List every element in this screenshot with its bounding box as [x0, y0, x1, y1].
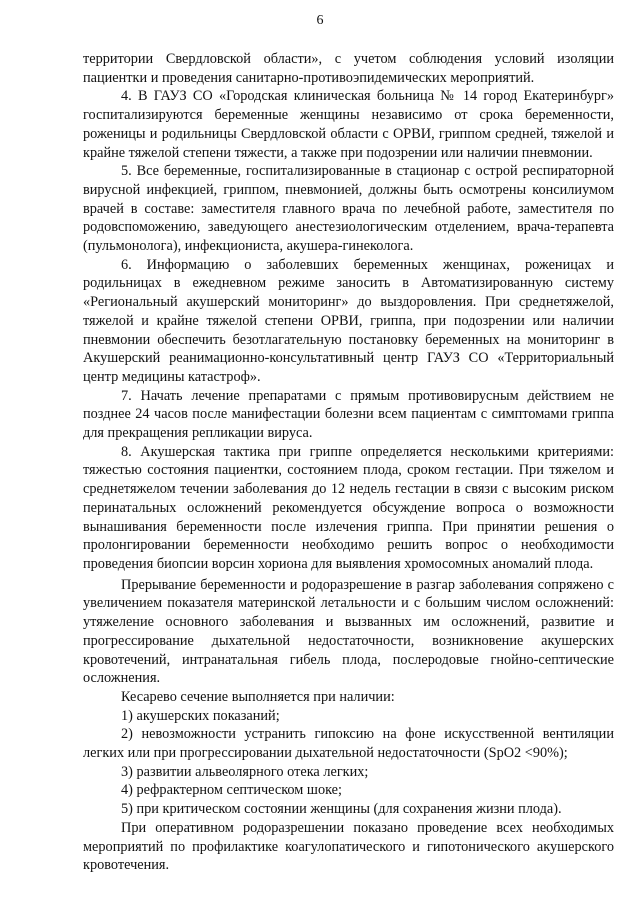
paragraph-cesarean-intro: Кесарево сечение выполняется при наличии:: [121, 688, 395, 705]
list-item-2: 2) невозможности устранить гипоксию на фоне искусственной вентиляции легких или при прогрессировании дыхательной недостаточности (SpO2 <90%);: [83, 726, 614, 762]
list-item-5: 5) при критическом состоянии женщины (для сохранения жизни плода).: [121, 801, 562, 818]
paragraph-item-6: 6. Информацию о заболевших беременных женщинах, роженицах и родильницах в ежедневном режиме заносить в Автоматизированную систему «Региональный акушерский мониторинг» до выздоровления. При среднетяжелой, тяжелой и крайне тяжелой степени ОРВИ, гриппа, при подозрении или наличии пневмонии обеспечить безотлагательную постановку беременных на мониторинг в Акушерский реанимационно-консультативный центр ГАУЗ СО «Территориальный центр медицины катастроф».: [83, 256, 614, 385]
paragraph-continuation: территории Свердловской области», с учетом соблюдения условий изоляции пациентки и проведения санитарно-противоэпидемических мероприятий.: [83, 51, 614, 86]
list-item-4: 4) рефрактерном септическом шоке;: [121, 782, 342, 799]
list-item-3: 3) развитии альвеолярного отека легких;: [121, 763, 369, 780]
list-item-1: 1) акушерских показаний;: [121, 707, 280, 724]
paragraph-item-8: 8. Акушерская тактика при гриппе определяется несколькими критериями: тяжестью состояния пациентки, состоянием плода, сроком гестации. При тяжелом и среднетяжелом течении заболевания до 12 недель гестации в связи с высоким риском перинатальных осложнений рекомендуется обсуждение вопроса о возможности вынашивания беременности после излечения гриппа. При принятии решения о пролонгировании беременности необходимо решить вопрос о необходимости проведения биопсии ворсин хориона для выявления хромосомных аномалий плода.: [83, 443, 614, 572]
page-number: 6: [316, 13, 324, 28]
paragraph-item-4: 4. В ГАУЗ СО «Городская клиническая больница № 14 город Екатеринбург» госпитализируются беременные женщины независимо от срока беременности, роженицы и родильницы Свердловской области с ОРВИ, гриппом средней, тяжелой и крайне тяжелой степени тяжести, а также при подозрении или наличии пневмонии.: [83, 88, 614, 161]
paragraph-item-5: 5. Все беременные, госпитализированные в стационар с острой респираторной вирусной инфекцией, гриппом, пневмонией, должны быть осмотрены консилиумом врачей в составе: заместителя главного врача по лечебной работе, заместителя по родовспоможению, заведующего анестезиологическим отделением, врача-терапевта (пульмонолога), инфекциониста, акушера-гинеколога.: [83, 163, 614, 255]
paragraph-item-7: 7. Начать лечение препаратами с прямым противовирусным действием не позднее 24 часов после манифестации болезни всем пациентам с симптомами гриппа для прекращения репликации вируса.: [83, 387, 614, 442]
paragraph-interruption: Прерывание беременности и родоразрешение в разгар заболевания сопряжено с увеличением показателя материнской летальности и с большим числом осложнений: утяжеление основного заболевания и вызванных им осложнений, развитие и прогрессирование дыхательной недостаточности, возникновение акушерских кровотечений, интранатальная гибель плода, послеродовые гнойно-септические осложнения.: [83, 576, 614, 687]
paragraph-operative-delivery: При оперативном родоразрешении показано проведение всех необходимых мероприятий по профилактике коагулопатического и гипотонического акушерского кровотечения.: [83, 819, 614, 874]
document-body: [83, 50, 614, 875]
